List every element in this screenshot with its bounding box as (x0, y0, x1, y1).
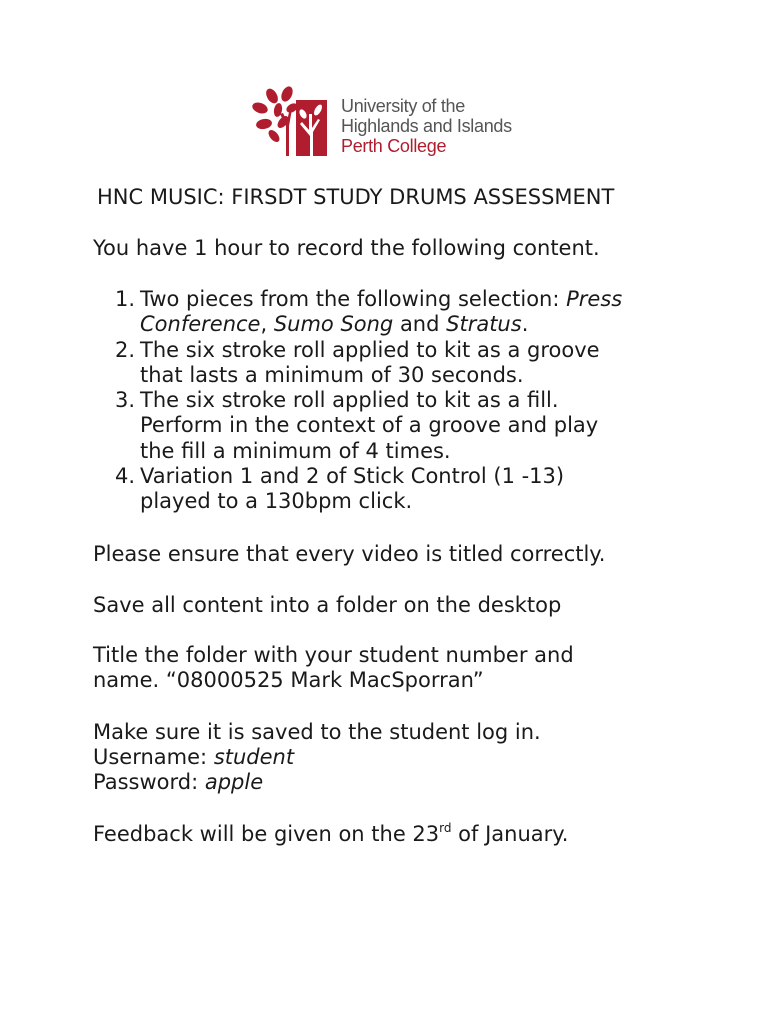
ordinal-suffix: rd (439, 821, 452, 835)
task-list (93, 287, 622, 515)
username-line (93, 745, 541, 770)
list-number: 3. (115, 388, 136, 413)
feedback-text: Feedback will be given on the 23 (93, 822, 440, 846)
folder-instructions (93, 643, 574, 693)
username-label: Username: (93, 745, 214, 769)
list-number: 1. (115, 287, 136, 311)
page-title: HNC MUSIC: FIRSDT STUDY DRUMS ASSESSMENT (97, 185, 615, 209)
item-text: . (521, 312, 529, 337)
item-text: Variation 1 and 2 of Stick Control (1 -13) (140, 464, 565, 489)
item-text: , (260, 312, 274, 337)
feedback-note (93, 822, 568, 847)
tree-logo-icon (252, 86, 332, 162)
item-text: Perform in the context of a groove and play (140, 413, 599, 438)
logo-line-college: Perth College (341, 136, 447, 156)
logo-line-highlands: Highlands and Islands (341, 116, 512, 136)
list-item (93, 464, 622, 515)
list-item (93, 287, 622, 338)
folder-line: name. “08000525 Mark MacSporran” (93, 668, 484, 692)
list-number: 2. (115, 337, 136, 362)
piece-title: Stratus (446, 312, 522, 337)
username-value: student (213, 745, 295, 769)
logo-wordmark (341, 96, 512, 156)
item-text: that lasts a minimum of 30 seconds. (140, 362, 524, 387)
list-item (93, 338, 622, 389)
password-line (93, 770, 541, 795)
item-text: The six stroke roll applied to kit as a fill. (140, 388, 559, 413)
intro-text: You have 1 hour to record the following content. (93, 236, 600, 260)
video-note: Please ensure that every video is titled correctly. (93, 542, 606, 566)
list-number: 4. (115, 464, 136, 489)
item-text: the fill a minimum of 4 times. (140, 438, 451, 463)
item-text: and (393, 312, 447, 337)
login-instructions (93, 720, 541, 795)
login-line: Make sure it is saved to the student log in. (93, 720, 541, 744)
college-logo (252, 86, 520, 162)
logo-line-university: University of the (341, 96, 465, 116)
list-item (93, 388, 622, 464)
piece-title: Conference (140, 312, 261, 337)
password-label: Password: (93, 770, 205, 794)
password-value: apple (204, 770, 264, 794)
piece-title: Press (566, 287, 623, 311)
item-text: Two pieces from the following selection: (140, 287, 567, 311)
feedback-text: of January. (451, 822, 569, 846)
piece-title: Sumo Song (273, 312, 394, 337)
item-text: The six stroke roll applied to kit as a groove (140, 337, 600, 362)
folder-line: Title the folder with your student number and (93, 643, 574, 667)
save-note: Save all content into a folder on the desktop (93, 593, 562, 617)
item-text: played to a 130bpm click. (140, 489, 413, 514)
